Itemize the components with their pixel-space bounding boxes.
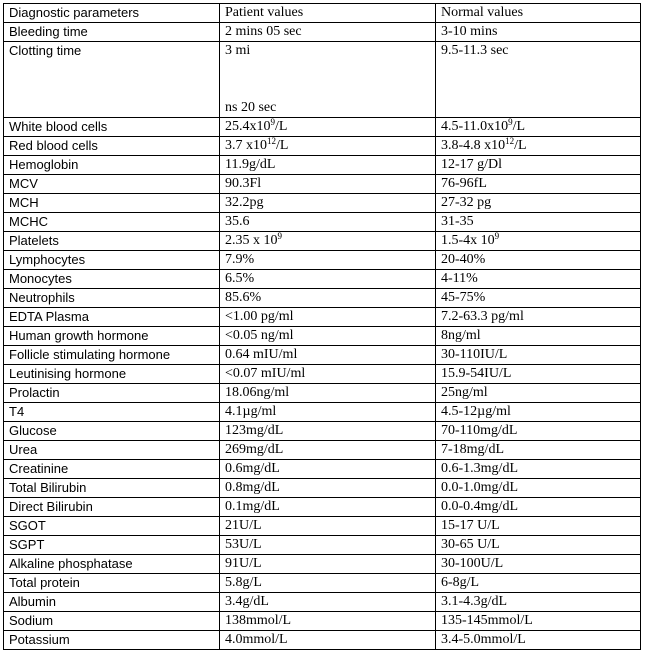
- patient-value: 91U/L: [220, 555, 436, 574]
- parameter-name: Total Bilirubin: [4, 479, 220, 498]
- normal-value: 27-32 pg: [436, 194, 641, 213]
- table-row: [4, 308, 641, 327]
- normal-value: 8ng/ml: [436, 327, 641, 346]
- patient-value: 35.6: [220, 213, 436, 232]
- parameter-name: Clotting time: [4, 42, 220, 118]
- parameter-name: Sodium: [4, 612, 220, 631]
- patient-value: 4.0mmol/L: [220, 631, 436, 650]
- value-unit: /L: [276, 138, 289, 153]
- normal-value: 6-8g/L: [436, 574, 641, 593]
- header-patient-values: Patient values: [220, 4, 436, 23]
- parameter-name: SGOT: [4, 517, 220, 536]
- normal-value: 45-75%: [436, 289, 641, 308]
- patient-value-part: 3 mi: [225, 43, 251, 58]
- patient-value: 21U/L: [220, 517, 436, 536]
- parameter-name: Red blood cells: [4, 137, 220, 156]
- parameter-name: Lymphocytes: [4, 251, 220, 270]
- value-unit: /L: [512, 119, 526, 134]
- normal-value: 4.5-12µg/ml: [436, 403, 641, 422]
- normal-value: [436, 118, 641, 137]
- parameter-name: Potassium: [4, 631, 220, 650]
- value-exponent: 9: [270, 117, 275, 127]
- table-row: [4, 612, 641, 631]
- patient-value: <0.05 ng/ml: [220, 327, 436, 346]
- parameter-name: Leutinising hormone: [4, 365, 220, 384]
- patient-value: 0.64 mIU/ml: [220, 346, 436, 365]
- table-row: [4, 441, 641, 460]
- normal-value: 0.0-0.4mg/dL: [436, 498, 641, 517]
- patient-value: 18.06ng/ml: [220, 384, 436, 403]
- patient-value: <0.07 mIU/ml: [220, 365, 436, 384]
- table-row: [4, 403, 641, 422]
- normal-value: [436, 137, 641, 156]
- normal-value: 135-145mmol/L: [436, 612, 641, 631]
- patient-value: [220, 137, 436, 156]
- table-row: [4, 42, 641, 118]
- patient-value: 138mmol/L: [220, 612, 436, 631]
- table-row: [4, 270, 641, 289]
- table-row: [4, 232, 641, 251]
- parameter-name: Prolactin: [4, 384, 220, 403]
- value-base: 25.4x10: [225, 119, 271, 134]
- normal-value: 0.0-1.0mg/dL: [436, 479, 641, 498]
- value-base: 4.5-11.0x10: [441, 119, 509, 134]
- normal-value: 9.5-11.3 sec: [436, 42, 641, 118]
- normal-value: 7.2-63.3 pg/ml: [436, 308, 641, 327]
- table-row: [4, 555, 641, 574]
- parameter-name: MCH: [4, 194, 220, 213]
- value-unit: /L: [514, 138, 527, 153]
- patient-value: 5.8g/L: [220, 574, 436, 593]
- parameter-name: Creatinine: [4, 460, 220, 479]
- patient-value: 7.9%: [220, 251, 436, 270]
- parameter-name: Monocytes: [4, 270, 220, 289]
- normal-value: 12-17 g/Dl: [436, 156, 641, 175]
- patient-value: <1.00 pg/ml: [220, 308, 436, 327]
- table-row: [4, 631, 641, 650]
- table-row: [4, 384, 641, 403]
- normal-value: 3-10 mins: [436, 23, 641, 42]
- value-base: 2.35 x 10: [225, 233, 278, 248]
- table-row: [4, 23, 641, 42]
- value-base: 1.5-4x 10: [441, 233, 495, 248]
- normal-value: 15-17 U/L: [436, 517, 641, 536]
- parameter-name: Total protein: [4, 574, 220, 593]
- table-row: [4, 574, 641, 593]
- table-row: [4, 213, 641, 232]
- patient-value: 269mg/dL: [220, 441, 436, 460]
- normal-value: [436, 232, 641, 251]
- table-row: [4, 137, 641, 156]
- patient-value: [220, 232, 436, 251]
- value-exponent: 12: [505, 136, 515, 146]
- value-exponent: 9: [508, 117, 513, 127]
- table-row: [4, 498, 641, 517]
- parameter-name: Follicle stimulating hormone: [4, 346, 220, 365]
- parameter-name: Human growth hormone: [4, 327, 220, 346]
- value-base: 3.8-4.8 x10: [441, 138, 506, 153]
- parameter-name: MCHC: [4, 213, 220, 232]
- patient-value: 0.8mg/dL: [220, 479, 436, 498]
- normal-value: 15.9-54IU/L: [436, 365, 641, 384]
- patient-value: 32.2pg: [220, 194, 436, 213]
- table-row: [4, 479, 641, 498]
- table-row: [4, 156, 641, 175]
- patient-value: 0.6mg/dL: [220, 460, 436, 479]
- normal-value: 70-110mg/dL: [436, 422, 641, 441]
- table-row: [4, 365, 641, 384]
- table-row: [4, 175, 641, 194]
- normal-value: 4-11%: [436, 270, 641, 289]
- parameter-name: Hemoglobin: [4, 156, 220, 175]
- patient-value-part: ns 20 sec: [225, 100, 277, 115]
- normal-value: 0.6-1.3mg/dL: [436, 460, 641, 479]
- value-exponent: 9: [494, 231, 500, 241]
- table-row: [4, 289, 641, 308]
- table-row: [4, 536, 641, 555]
- value-base: 3.7 x10: [225, 138, 267, 153]
- parameter-name: Glucose: [4, 422, 220, 441]
- parameter-name: Direct Bilirubin: [4, 498, 220, 517]
- table-row: [4, 593, 641, 612]
- table-row: [4, 346, 641, 365]
- header-normal-values: Normal values: [436, 4, 641, 23]
- patient-value: [220, 42, 436, 118]
- patient-value: [220, 118, 436, 137]
- table-row: [4, 194, 641, 213]
- normal-value: 3.4-5.0mmol/L: [436, 631, 641, 650]
- parameter-name: Albumin: [4, 593, 220, 612]
- patient-value: 4.1µg/ml: [220, 403, 436, 422]
- patient-value: 3.4g/dL: [220, 593, 436, 612]
- table-row: [4, 422, 641, 441]
- parameter-name: White blood cells: [4, 118, 220, 137]
- patient-value: 53U/L: [220, 536, 436, 555]
- normal-value: 25ng/ml: [436, 384, 641, 403]
- parameter-name: MCV: [4, 175, 220, 194]
- parameter-name: Platelets: [4, 232, 220, 251]
- parameter-name: Urea: [4, 441, 220, 460]
- parameter-name: Alkaline phosphatase: [4, 555, 220, 574]
- patient-value: 90.3Fl: [220, 175, 436, 194]
- value-exponent: 9: [277, 231, 282, 241]
- header-diagnostic-parameters: Diagnostic parameters: [4, 4, 220, 23]
- parameter-name: EDTA Plasma: [4, 308, 220, 327]
- normal-value: 20-40%: [436, 251, 641, 270]
- patient-value: 85.6%: [220, 289, 436, 308]
- normal-value: 30-65 U/L: [436, 536, 641, 555]
- parameter-name: T4: [4, 403, 220, 422]
- table-row: [4, 517, 641, 536]
- table-row: [4, 251, 641, 270]
- table-row: [4, 327, 641, 346]
- normal-value: 30-100U/L: [436, 555, 641, 574]
- table-row: [4, 118, 641, 137]
- value-exponent: 12: [267, 136, 276, 146]
- patient-value: 123mg/dL: [220, 422, 436, 441]
- normal-value: 30-110IU/L: [436, 346, 641, 365]
- patient-value: 2 mins 05 sec: [220, 23, 436, 42]
- value-unit: /L: [275, 119, 288, 134]
- normal-value: 31-35: [436, 213, 641, 232]
- parameter-name: SGPT: [4, 536, 220, 555]
- normal-value: 7-18mg/dL: [436, 441, 641, 460]
- table-row: [4, 460, 641, 479]
- patient-value: 0.1mg/dL: [220, 498, 436, 517]
- patient-value: 6.5%: [220, 270, 436, 289]
- parameter-name: Bleeding time: [4, 23, 220, 42]
- normal-value: 3.1-4.3g/dL: [436, 593, 641, 612]
- normal-value: 76-96fL: [436, 175, 641, 194]
- lab-results-table: [3, 3, 641, 650]
- parameter-name: Neutrophils: [4, 289, 220, 308]
- patient-value: 11.9g/dL: [220, 156, 436, 175]
- table-header-row: [4, 4, 641, 23]
